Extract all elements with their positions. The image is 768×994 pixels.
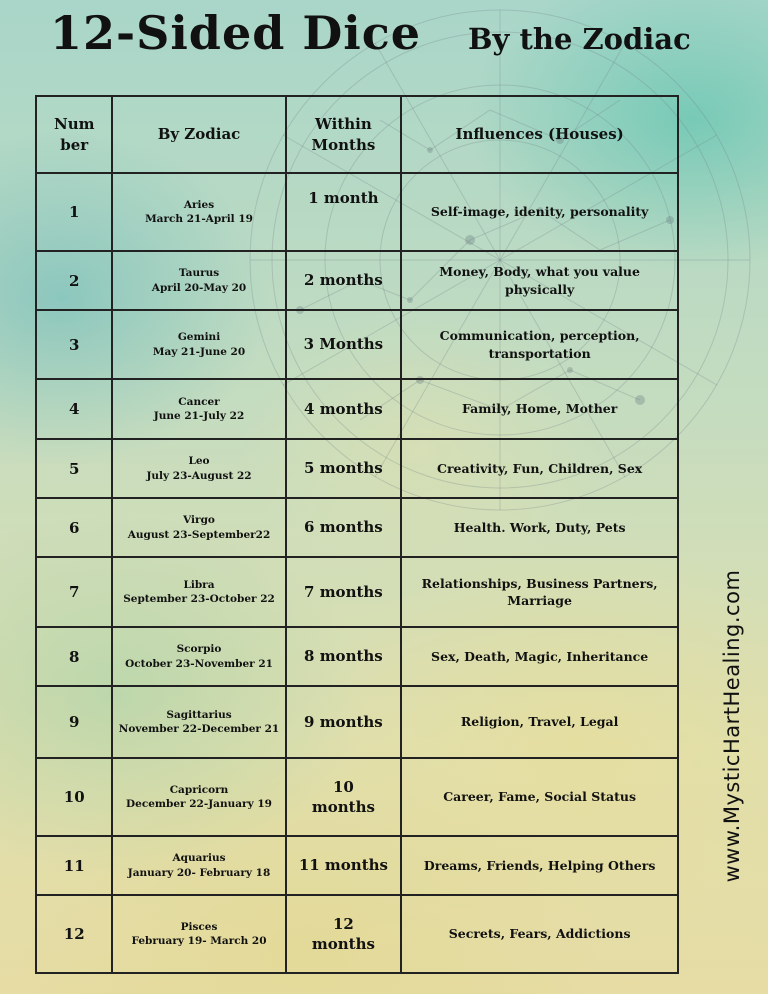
table-row: [36, 557, 678, 627]
table-row: [36, 251, 678, 310]
row-number: 8: [36, 627, 112, 686]
zodiac-sign: Capricorn: [169, 783, 229, 796]
zodiac-dates: May 21-June 20: [152, 345, 246, 358]
influences-cell: Family, Home, Mother: [401, 379, 678, 439]
table-row: [36, 439, 678, 498]
months-cell: 11 months: [286, 836, 402, 895]
zodiac-cell: [112, 836, 285, 895]
zodiac-dates: June 21-July 22: [153, 410, 245, 422]
zodiac-cell: [112, 895, 285, 973]
months-cell: 6 months: [286, 498, 402, 557]
table-row: [36, 173, 678, 251]
page-subtitle: By the Zodiac: [468, 22, 691, 56]
zodiac-dates: August 23-September22: [127, 528, 271, 541]
column-header-number: Num ber: [36, 96, 112, 173]
table-row: [36, 686, 678, 758]
influences-cell: Sex, Death, Magic, Inheritance: [401, 627, 678, 686]
row-number: 10: [36, 758, 112, 836]
zodiac-sign: Aquarius: [172, 852, 226, 865]
months-cell: 2 months: [286, 251, 402, 310]
months-cell: 8 months: [286, 627, 402, 686]
zodiac-cell: [112, 173, 285, 251]
table-row: [36, 310, 678, 379]
influences-cell: Creativity, Fun, Children, Sex: [401, 439, 678, 498]
column-header-zodiac: By Zodiac: [112, 96, 285, 173]
zodiac-cell: [112, 439, 285, 498]
zodiac-dates: December 22-January 19: [126, 798, 272, 810]
zodiac-dates: January 20- February 18: [127, 866, 271, 879]
table-row: [36, 758, 678, 836]
row-number: 11: [36, 836, 112, 895]
zodiac-sign: Aries: [183, 198, 215, 211]
months-cell: 12 months: [286, 895, 402, 973]
row-number: 4: [36, 379, 112, 439]
influences-cell: Dreams, Friends, Helping Others: [401, 836, 678, 895]
page-title: 12-Sided Dice: [50, 6, 422, 60]
row-number: 9: [36, 686, 112, 758]
row-number: 6: [36, 498, 112, 557]
zodiac-dates: July 23-August 22: [146, 469, 252, 482]
zodiac-cell: [112, 310, 285, 379]
zodiac-sign: Pisces: [180, 920, 218, 933]
row-number: 7: [36, 557, 112, 627]
zodiac-sign: Libra: [183, 578, 215, 591]
column-header-months: Within Months: [286, 96, 402, 173]
months-cell: 9 months: [286, 686, 402, 758]
zodiac-sign: Cancer: [178, 395, 220, 408]
influences-cell: Career, Fame, Social Status: [401, 758, 678, 836]
zodiac-dates: March 21-April 19: [145, 213, 253, 225]
zodiac-sign: Gemini: [177, 331, 221, 344]
influences-cell: Communication, perception, transportation: [401, 310, 678, 379]
table-row: [36, 379, 678, 439]
zodiac-sign: Taurus: [178, 267, 220, 280]
months-cell: 5 months: [286, 439, 402, 498]
table-row: [36, 895, 678, 973]
row-number: 2: [36, 251, 112, 310]
row-number: 1: [36, 173, 112, 251]
months-cell: 10 months: [286, 758, 402, 836]
months-cell: 7 months: [286, 557, 402, 627]
zodiac-dates: February 19- March 20: [131, 935, 267, 947]
influences-cell: Self-image, idenity, personality: [401, 173, 678, 251]
table-header-row: [36, 96, 678, 173]
zodiac-sign: Virgo: [183, 514, 215, 527]
zodiac-cell: [112, 251, 285, 310]
zodiac-cell: [112, 498, 285, 557]
zodiac-cell: [112, 379, 285, 439]
zodiac-dates: October 23-November 21: [125, 657, 273, 670]
zodiac-dice-table: [35, 95, 679, 974]
table-row: [36, 627, 678, 686]
zodiac-sign: Scorpio: [176, 643, 222, 656]
zodiac-dates: September 23-October 22: [123, 593, 275, 605]
row-number: 12: [36, 895, 112, 973]
influences-cell: Secrets, Fears, Addictions: [401, 895, 678, 973]
zodiac-cell: [112, 686, 285, 758]
influences-cell: Relationships, Business Partners, Marriage: [401, 557, 678, 627]
website-url: www.MysticHartHealing.com: [720, 569, 744, 883]
influences-cell: Religion, Travel, Legal: [401, 686, 678, 758]
influences-cell: Health. Work, Duty, Pets: [401, 498, 678, 557]
table-row: [36, 498, 678, 557]
months-cell: 3 Months: [286, 310, 402, 379]
column-header-influences: Influences (Houses): [401, 96, 678, 173]
zodiac-dates: April 20-May 20: [151, 281, 247, 294]
zodiac-cell: [112, 758, 285, 836]
zodiac-cell: [112, 557, 285, 627]
table-row: [36, 836, 678, 895]
influences-cell: Money, Body, what you value physically: [401, 251, 678, 310]
row-number: 5: [36, 439, 112, 498]
zodiac-dates: November 22-December 21: [118, 723, 280, 735]
zodiac-sign: Leo: [188, 455, 210, 468]
zodiac-sign: Sagittarius: [166, 708, 232, 721]
zodiac-cell: [112, 627, 285, 686]
months-cell: 4 months: [286, 379, 402, 439]
months-cell: 1 month: [286, 173, 402, 251]
row-number: 3: [36, 310, 112, 379]
